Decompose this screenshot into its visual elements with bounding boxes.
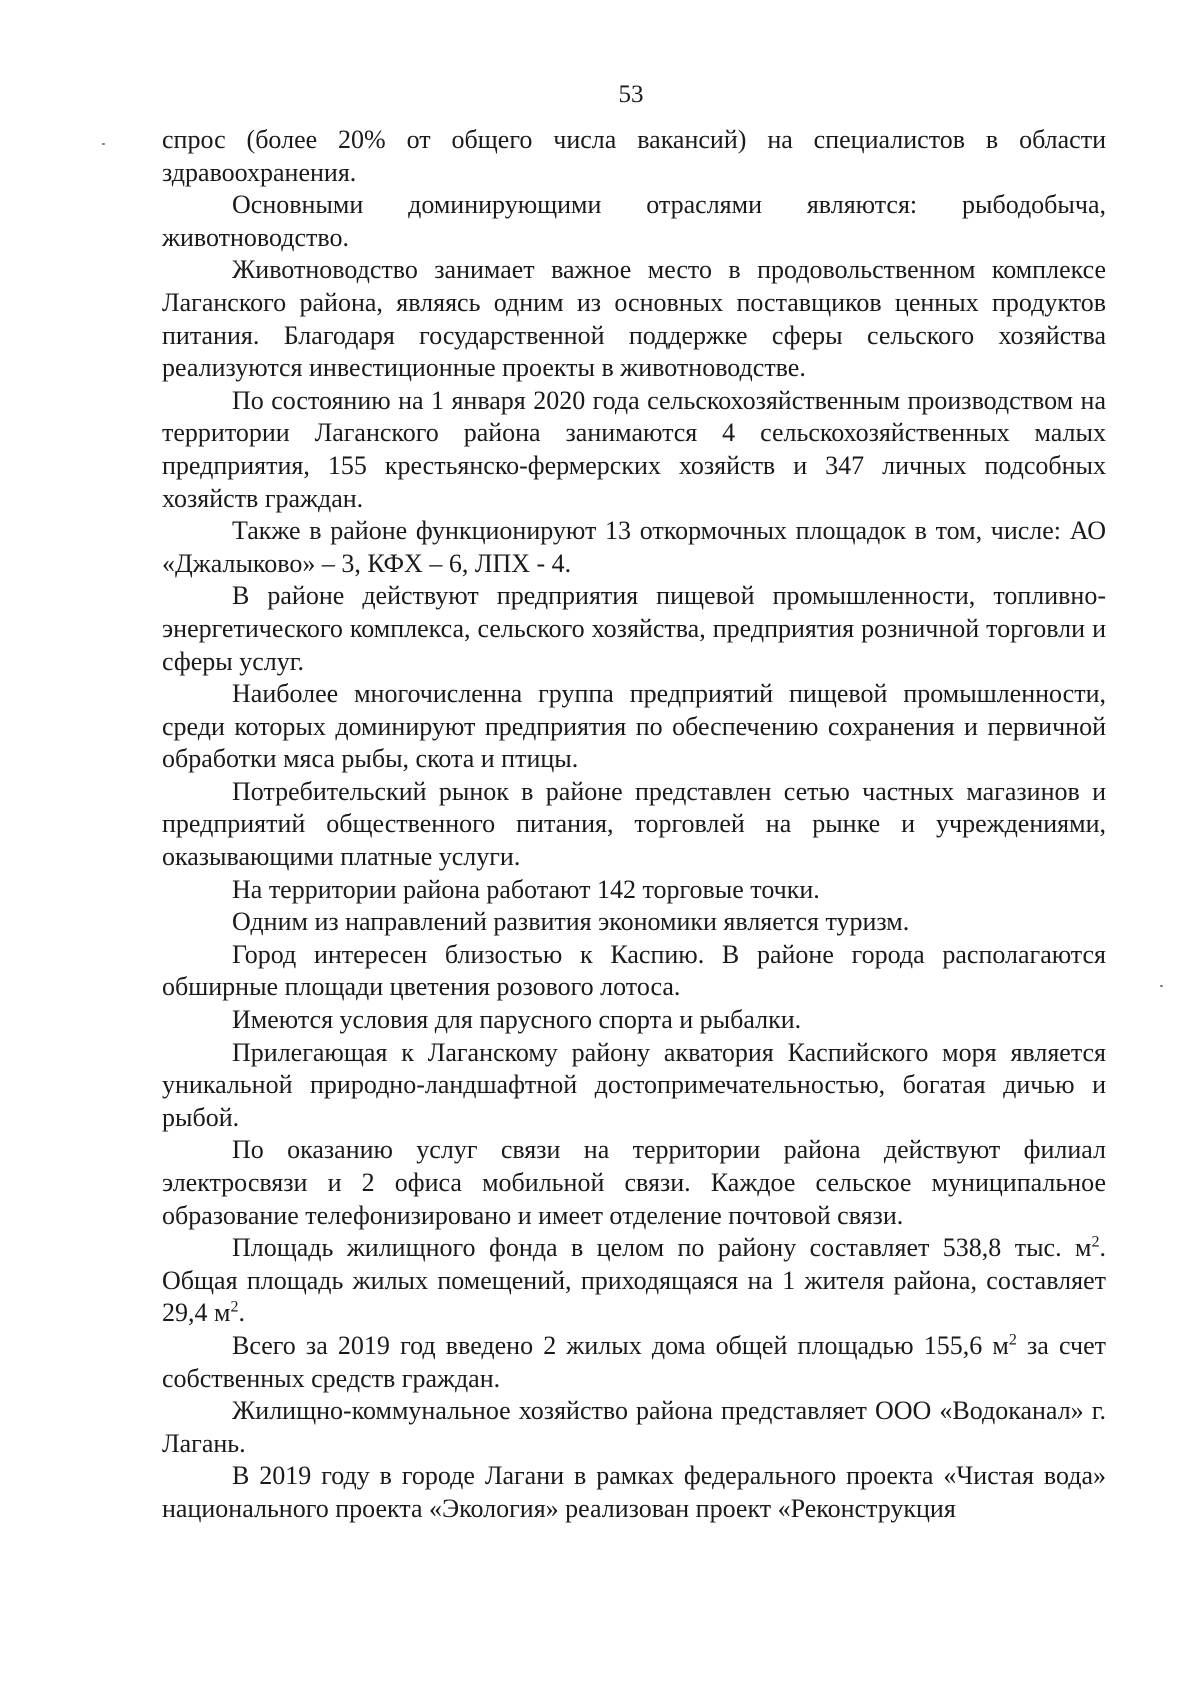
body-text [162, 124, 1106, 1526]
housing-text-part: . Общая площадь жилых помещений, приходящаяся на 1 жителя района, составляет 29,4 м [162, 1233, 1106, 1328]
housing-text-part: за счет собственных средств граждан. [162, 1330, 1106, 1393]
superscript: 2 [230, 1298, 239, 1316]
paragraph-tourism: Одним из направлений развития экономики является туризм. [232, 907, 910, 937]
paragraph-agriculture-stats: По состоянию на 1 января 2020 года сельскохозяйственным производством на территории Лаганского района занимаются 4 сельскохозяйственных малых предприятия, 155 крестьянско-фермерских хозяйств и 347 личных подсобных хозяйств граждан. [162, 385, 1106, 513]
paragraph-food-industry: Наиболее многочисленна группа предприятий пищевой промышленности, среди которых доминируют предприятия по обеспечению сохранения и первичной обработки мяса рыбы, скота и птицы. [162, 679, 1106, 774]
paragraph-housing-stock [162, 1232, 1106, 1330]
scan-speck [1160, 985, 1163, 987]
paragraph-new-housing [162, 1330, 1106, 1395]
paragraph-sailing: Имеются условия для парусного спорта и рыбалки. [232, 1005, 802, 1035]
paragraph-utilities: Жилищно-коммунальное хозяйство района представляет ООО «Водоканал» г. Лагань. [162, 1396, 1106, 1458]
housing-text-part: Площадь жилищного фонда в целом по району составляет 538,8 тыс. м [232, 1233, 1092, 1263]
superscript: 2 [1091, 1233, 1100, 1251]
paragraph-clean-water: В 2019 году в городе Лагани в рамках федерального проекта «Чистая вода» национального проекта «Экология» реализован проект «Реконструкция [162, 1461, 1106, 1523]
paragraph-communications: По оказанию услуг связи на территории района действуют филиал электросвязи и 2 офиса мобильной связи. Каждое сельское муниципальное образование телефонизировано и имеет отделение почтовой связи. [162, 1135, 1106, 1230]
housing-text-part: Всего за 2019 год введено 2 жилых дома общей площадью 155,6 м [232, 1330, 1009, 1360]
paragraph-consumer-market: Потребительский рынок в районе представлен сетью частных магазинов и предприятий общественного питания, торговлей на рынке и учреждениями, оказывающими платные услуги. [162, 776, 1106, 872]
paragraph-dominant-industries: Основными доминирующими отраслями являются: рыбодобыча, животноводство. [162, 190, 1106, 252]
paragraph-water-area: Прилегающая к Лаганскому району акватория Каспийского моря является уникальной природно-ландшафтной достопримечательностью, богатая дичью и рыбой. [162, 1037, 1106, 1132]
paragraph-feedlots: Также в районе функционируют 13 откормочных площадок в том, числе: АО «Джалыково» – 3, КФХ – 6, ЛПХ - 4. [162, 516, 1106, 578]
paragraph-retail-points: На территории района работают 142 торговые точки. [232, 874, 820, 904]
paragraph-caspian: Город интересен близостью к Каспию. В районе города располагаются обширные площади цветения розового лотоса. [162, 939, 1106, 1002]
scan-speck [102, 143, 105, 145]
paragraph-enterprises: В районе действуют предприятия пищевой промышленности, топливно-энергетического комплекса, сельского хозяйства, предприятия розничной торговли и сферы услуг. [162, 581, 1106, 676]
superscript: 2 [1008, 1331, 1017, 1349]
paragraph-health-demand: спрос (более 20% от общего числа вакансий) на специалистов в области здравоохранения. [162, 125, 1106, 187]
paragraph-livestock: Животноводство занимает важное место в продовольственном комплексе Лаганского района, являясь одним из основных поставщиков ценных продуктов питания. Благодаря государственной поддержке сферы сельского хозяйства реализуются инвестиционные проекты в животноводстве. [162, 255, 1106, 383]
page-number: 53 [618, 81, 644, 108]
housing-text-part: . [238, 1298, 245, 1328]
